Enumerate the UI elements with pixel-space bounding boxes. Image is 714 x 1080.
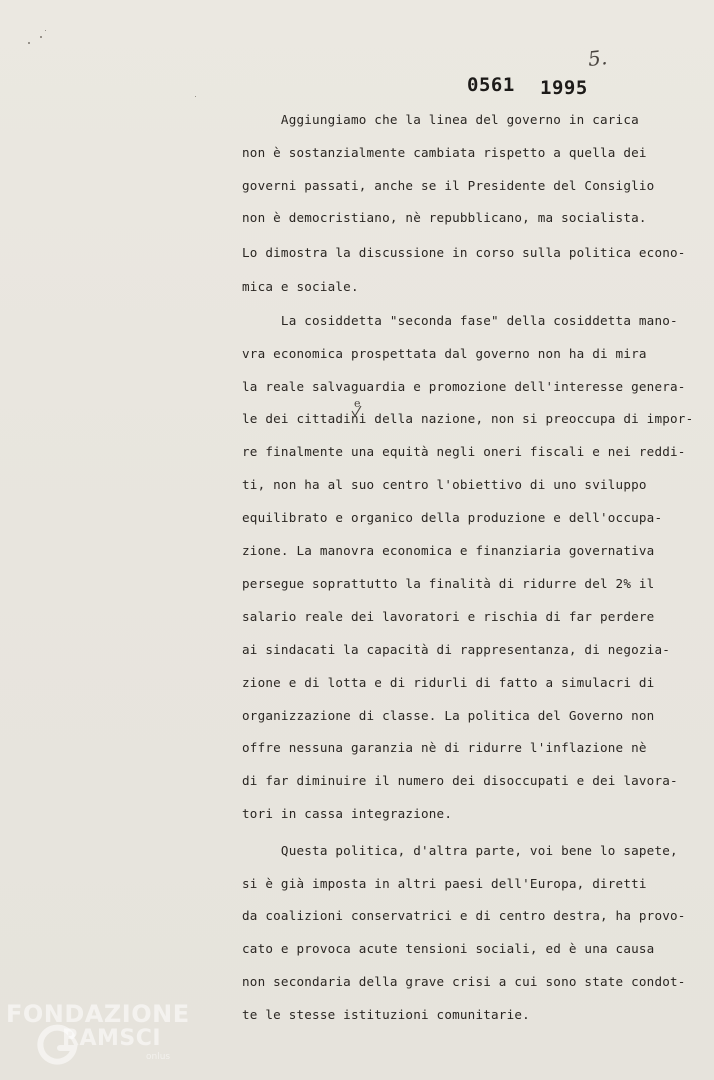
text-line: Aggiungiamo che la linea del governo in carica xyxy=(242,112,639,127)
text-line: offre nessuna garanzia nè di ridurre l'inflazione nè xyxy=(242,740,647,755)
handwritten-correction-mark xyxy=(354,397,361,410)
text-line: da coalizioni conservatrici e di centro destra, ha provo- xyxy=(242,908,686,923)
text-line: vra economica prospettata dal governo non ha di mira xyxy=(242,346,647,361)
text-line: le dei cittadini della nazione, non si preoccupa di impor- xyxy=(242,411,694,426)
text-line: la reale salvaguardia e promozione dell'interesse genera- xyxy=(242,379,686,394)
archive-stamp-year: 1995 xyxy=(540,77,588,99)
text-line: non secondaria della grave crisi a cui sono state condot- xyxy=(242,974,686,989)
correction-letter: e xyxy=(354,397,361,410)
fondazione-gramsci-watermark xyxy=(6,1000,190,1070)
text-line: di far diminuire il numero dei disoccupati e dei lavora- xyxy=(242,773,678,788)
text-line: si è già imposta in altri paesi dell'Europa, diretti xyxy=(242,876,647,891)
text-line: zione. La manovra economica e finanziaria governativa xyxy=(242,543,655,558)
watermark-line1: FONDAZIONE xyxy=(6,1000,190,1028)
text-line: equilibrato e organico della produzione e dell'occupa- xyxy=(242,510,663,525)
text-line: mica e sociale. xyxy=(242,279,359,294)
text-line: ti, non ha al suo centro l'obiettivo di uno sviluppo xyxy=(242,477,647,492)
text-line: non è sostanzialmente cambiata rispetto a quella dei xyxy=(242,145,647,160)
text-line: salario reale dei lavoratori e rischia di far perdere xyxy=(242,609,655,624)
watermark-line2: RAMSCI xyxy=(62,1026,162,1051)
text-line: re finalmente una equità negli oneri fiscali e nei reddi- xyxy=(242,444,686,459)
text-line: Questa politica, d'altra parte, voi bene lo sapete, xyxy=(242,843,678,858)
text-line: non è democristiano, nè repubblicano, ma socialista. xyxy=(242,210,647,225)
text-line: Lo dimostra la discussione in corso sulla politica econo- xyxy=(242,245,686,260)
watermark-line3: onlus xyxy=(146,1052,171,1062)
archive-stamp-number: 0561 xyxy=(467,74,515,96)
text-line: persegue soprattutto la finalità di ridurre del 2% il xyxy=(242,576,655,591)
checkmark-icon xyxy=(351,405,363,419)
handwritten-page-number: 5. xyxy=(586,45,609,71)
text-line: ai sindacati la capacità di rappresentanza, di negozia- xyxy=(242,642,671,657)
text-line: zione e di lotta e di ridurli di fatto a simulacri di xyxy=(242,675,655,690)
text-line: La cosiddetta "seconda fase" della cosiddetta mano- xyxy=(242,313,678,328)
text-line: organizzazione di classe. La politica del Governo non xyxy=(242,708,655,723)
text-line: cato e provoca acute tensioni sociali, ed è una causa xyxy=(242,941,655,956)
text-line: tori in cassa integrazione. xyxy=(242,806,453,821)
text-line: governi passati, anche se il Presidente del Consiglio xyxy=(242,178,655,193)
text-line: te le stesse istituzioni comunitarie. xyxy=(242,1007,530,1022)
